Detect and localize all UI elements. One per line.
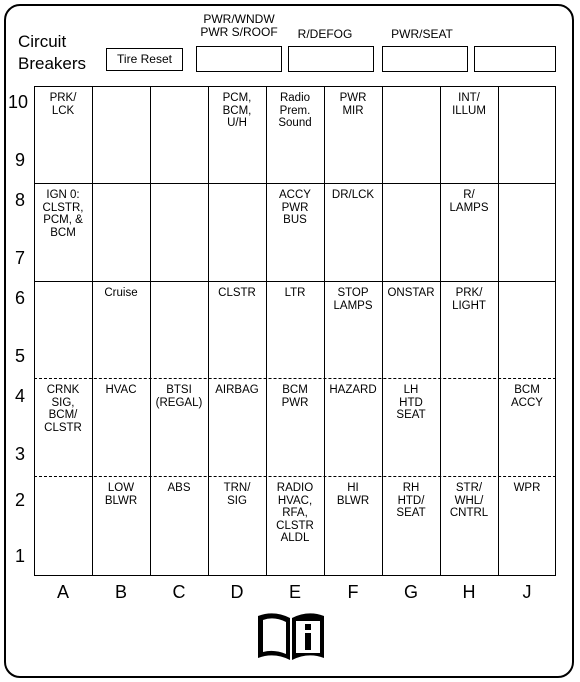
fuse-cell-c4: BTSI (REGAL) [155, 384, 203, 409]
pwr-wndw-label: PWR/WNDW PWR S/ROOF [200, 12, 278, 39]
row-label-2: 2 [14, 490, 25, 510]
row-label-6: 6 [14, 288, 25, 308]
column-label-C: C [172, 582, 186, 602]
row-label-5: 5 [14, 346, 25, 366]
fuse-cell-a8: IGN 0: CLSTR, PCM, & BCM [42, 189, 84, 239]
fuse-cell-d6: CLSTR [218, 287, 256, 299]
column-label-E: E [288, 582, 301, 602]
fuse-cell-j2: WPR [513, 482, 541, 494]
breaker-slot-pwr-wndw [196, 46, 282, 72]
owners-manual-icon [254, 610, 328, 662]
fuse-cell-b6: Cruise [104, 287, 138, 299]
fuse-cell-e8: ACCY PWR BUS [279, 189, 311, 226]
fuse-cell-e6: LTR [284, 287, 306, 299]
row-label-10: 10 [8, 92, 29, 112]
fuse-cell-g2: RH HTD/ SEAT [396, 482, 426, 519]
fuse-cell-g4: LH HTD SEAT [396, 384, 426, 421]
fuse-cell-b4: HVAC [105, 384, 137, 396]
fuse-cell-f6: STOP LAMPS [333, 287, 373, 312]
fuse-cell-b2: LOW BLWR [104, 482, 138, 507]
column-label-F: F [347, 582, 359, 602]
fuse-cell-d10: PCM, BCM, U/H [222, 92, 252, 129]
fuse-cell-a4: CRNK SIG, BCM/ CLSTR [44, 384, 82, 434]
fuse-cell-a10: PRK/ LCK [49, 92, 77, 117]
fuse-cell-d2: TRN/ SIG [223, 482, 251, 507]
fuse-cell-g6: ONSTAR [387, 287, 435, 299]
grid-column-divider [150, 86, 151, 576]
row-label-8: 8 [14, 190, 25, 210]
pwr-seat-label: PWR/SEAT [391, 27, 453, 41]
fuse-cell-f8: DR/LCK [331, 189, 375, 201]
row-label-9: 9 [14, 150, 25, 170]
fuse-cell-h10: INT/ ILLUM [452, 92, 486, 117]
row-label-1: 1 [14, 546, 25, 566]
grid-row-divider [34, 183, 556, 184]
grid-row-divider [34, 281, 556, 282]
fuse-cell-h6: PRK/ LIGHT [452, 287, 486, 312]
fuse-cell-f2: HI BLWR [336, 482, 370, 507]
row-label-7: 7 [14, 248, 25, 268]
circuit-label: Circuit [18, 32, 67, 51]
column-label-G: G [403, 582, 418, 602]
tire-reset-box: Tire Reset [106, 48, 183, 71]
r-defog-label: R/DEFOG [297, 27, 353, 41]
row-label-4: 4 [14, 386, 25, 406]
grid-row-divider [34, 476, 556, 477]
breaker-slot-r-defog [288, 46, 374, 72]
fuse-cell-j4: BCM ACCY [511, 384, 543, 409]
fuse-cell-c2: ABS [167, 482, 191, 494]
breaker-slot-pwr-seat [382, 46, 468, 72]
fuse-cell-f10: PWR MIR [339, 92, 367, 117]
grid-row-divider [34, 378, 556, 379]
column-label-A: A [56, 582, 69, 602]
fuse-cell-h8: R/ LAMPS [449, 189, 489, 214]
column-label-H: H [462, 582, 476, 602]
breakers-label: Breakers [18, 54, 87, 73]
breaker-slot-empty [474, 46, 556, 72]
fuse-cell-e2: RADIO HVAC, RFA, CLSTR ALDL [276, 482, 314, 544]
row-label-3: 3 [14, 444, 25, 464]
fuse-cell-e4: BCM PWR [281, 384, 309, 409]
fuse-cell-h2: STR/ WHL/ CNTRL [449, 482, 489, 519]
grid-column-divider [498, 86, 499, 576]
fuse-cell-d4: AIRBAG [215, 384, 259, 396]
column-label-D: D [230, 582, 244, 602]
column-label-B: B [114, 582, 127, 602]
fuse-cell-f4: HAZARD [329, 384, 377, 396]
fuse-cell-e10: Radio Prem. Sound [278, 92, 312, 129]
column-label-J: J [522, 582, 532, 602]
